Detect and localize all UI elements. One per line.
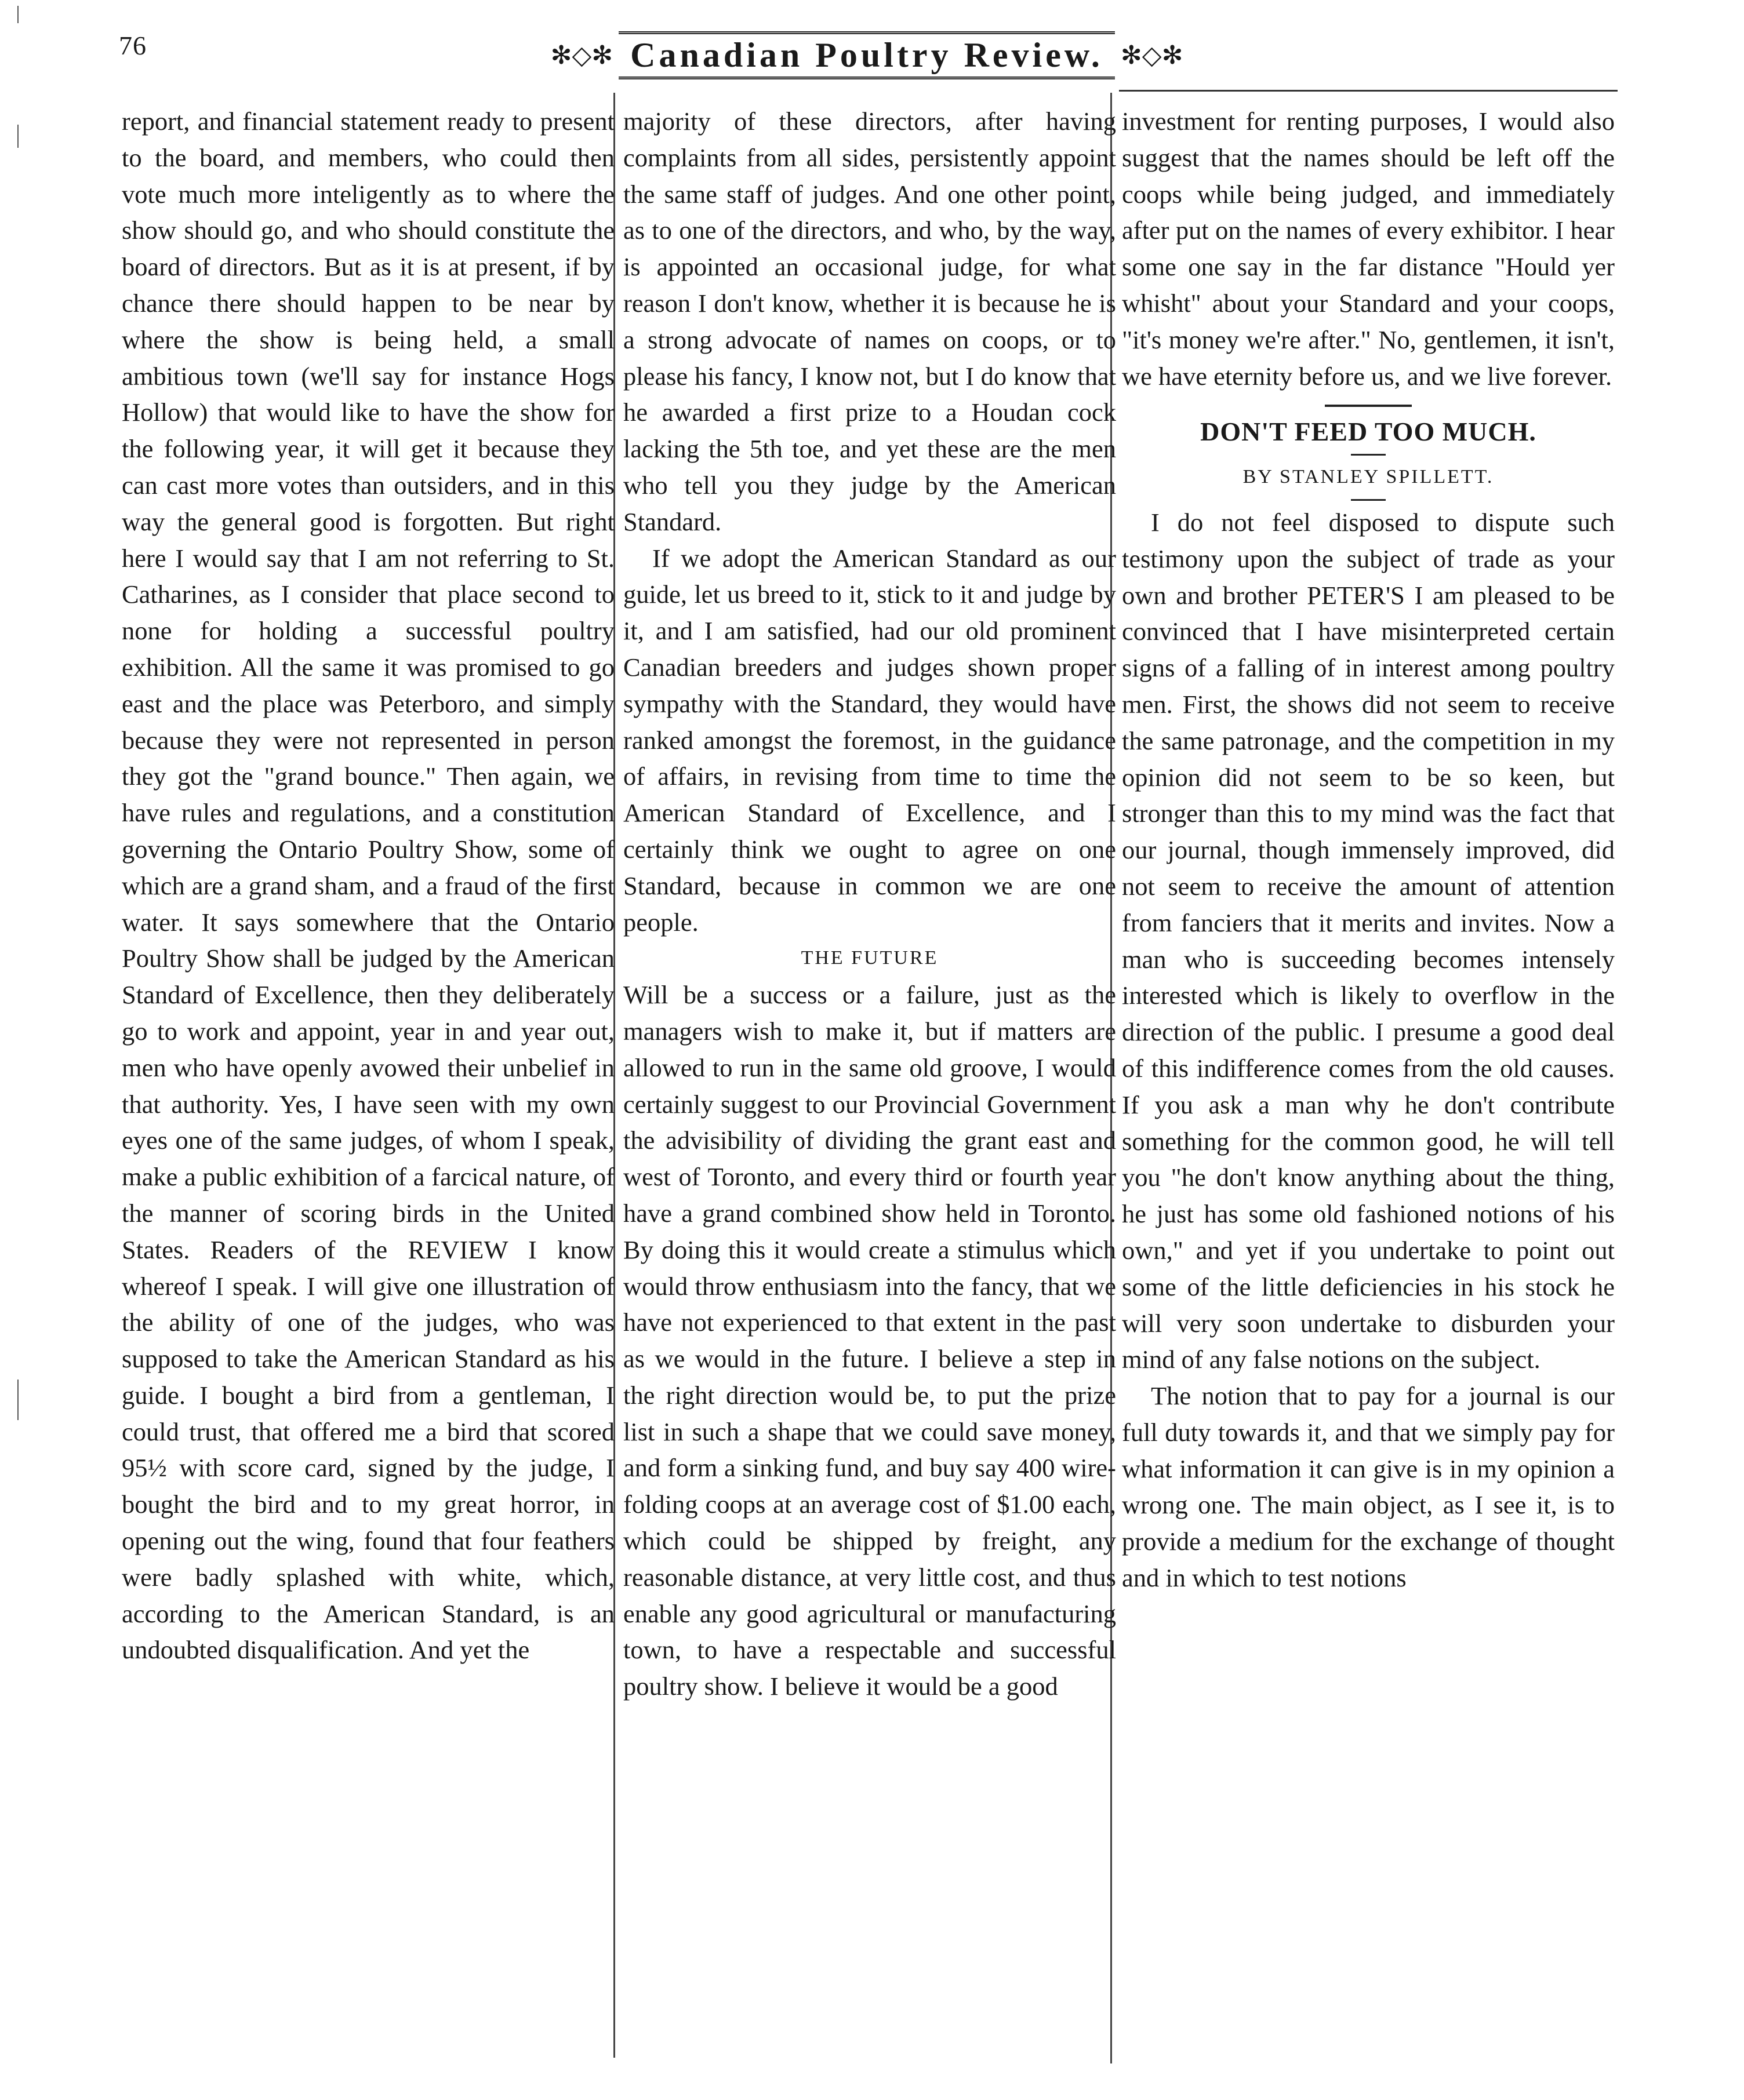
ornament-left-icon: ✻◇✻ bbox=[550, 41, 613, 70]
title-rule bbox=[1351, 454, 1386, 456]
margin-marks bbox=[12, 0, 29, 2100]
journal-title: Canadian Poultry Review. bbox=[619, 31, 1115, 79]
middle-column bbox=[623, 103, 1116, 1705]
paragraph: Will be a success or a failure, just as the managers wish to make it, but if matters are allowed to run in the same old groove, I would certainly suggest to our Provincial Government the advisibility of dividing the grant east and west of Toronto, and every third or fourth year have a grand combined show held in Toronto. By doing this it would create a stimulus which would throw enthusiasm into the fancy, that we have not experienced to that extent in the past as we would in the future. I believe a step in the right direction would be, to put the prize list in such a shape that we could save money, and form a sinking fund, and buy say 400 wire-folding coops at an average cost of $1.00 each, which could be shipped by freight, any reasonable distance, at very little cost, and thus enable any good agricultural or manufacturing town, to have a respectable and successful poultry show. I believe it would be a good bbox=[623, 980, 1116, 1701]
paragraph: If we adopt the American Standard as our guide, let us breed to it, stick to it and judge by it, and I am satisfied, had our old prominent Canadian breeders and judges shown proper sympathy with the Standard, they would have ranked amongst the foremost, in the guidance of affairs, in revising from time to time the American Standard of Excellence, and I certainly think we ought to agree on one Standard, because in common we are one people. bbox=[623, 543, 1116, 937]
paragraph: The notion that to pay for a journal is our full duty towards it, and that we simply pay for what information it can give is in my opinion a wrong one. The main object, as I see it, is to provide a medium for the exchange of thought and in which to test notions bbox=[1122, 1381, 1615, 1593]
paragraph: majority of these directors, after having complaints from all sides, persistently appoint the same staff of judges. And one other point, as to one of the directors, and who, by the way, is appointed an occasional judge, for what reason I don't know, whether it is because he is a strong advocate of names on coops, or to please his fancy, I know not, but I do know that he awarded a first prize to a Houdan cock lacking the 5th toe, and yet these are the men who tell you they judge by the American Standard. bbox=[623, 107, 1116, 536]
page-number: 76 bbox=[119, 31, 147, 60]
header-rule bbox=[1119, 90, 1618, 92]
byline-rule bbox=[1351, 499, 1386, 501]
masthead bbox=[550, 23, 1183, 87]
section-rule bbox=[1325, 405, 1412, 407]
right-column bbox=[1122, 103, 1615, 1596]
paragraph: I do not feel disposed to dispute such testimony upon the subject of trade as your own and brother PETER'S I am pleased to be convinced that I have misinterpreted certain signs of a falling of in interest among poultry men. First, the shows did not seem to receive the same patronage, and the competition in my opinion did not seem to be so keen, but stronger than this to my mind was the fact that our journal, though immensely improved, did not seem to receive the amount of attention from fanciers that it merits and invites. Now a man who is succeeding becomes intensely interested which is likely to overflow in the direction of the public. I presume a good deal of this indifference comes from the old causes. If you ask a man why he don't contribute something for the common good, he will tell you "he don't know anything about the thing, he just has some old fashioned notions of his own," and yet if you undertake to point out some of the little deficiencies in his stock he will very soon undertake to disburden your mind of any false notions on the subject. bbox=[1122, 507, 1615, 1374]
byline: BY STANLEY SPILLETT. bbox=[1242, 466, 1494, 488]
ornament-right-icon: ✻◇✻ bbox=[1120, 41, 1183, 70]
paragraph: report, and financial statement ready to present to the board, and members, who could then vote much more inteligently as to where the show should go, and who should constitute the board of directors. But as it is at present, if by chance there should happen to be near by where the show is being held, a small ambitious town (we'll say for instance Hogs Hollow) that would like to have the show for the following year, it will get it because they can cast more votes than outsiders, and in this way the general good is forgotten. But right here I would say that I am not referring to St. Catharines, as I consider that place second to none for holding a successful poultry exhibition. All the same it was promised to go east and the place was Peterboro, and simply because they were not represented in person they got the "grand bounce." Then again, we have rules and regulations, and a constitution governing the Ontario Poultry Show, some of which are a grand sham, and a fraud of the first water. It says somewhere that the Ontario Poultry Show shall be judged by the American Standard of Excellence, then they deliberately go to work and appoint, year in and year out, men who have openly avowed their unbelief in that authority. Yes, I have seen with my own eyes one of the same judges, of whom I speak, make a public exhibition of a farcical nature, of the manner of scoring birds in the United States. Readers of the REVIEW I know whereof I speak. I will give one illustration of the ability of one of the judges, who was supposed to take the American Standard as his guide. I bought a bird from a gentleman, I could trust, that offered me a bird that scored 95½ with score card, signed by the judge, I bought the bird and to my great horror, in opening out the wing, found that four feathers were badly splashed with white, which, according to the American Standard, is an undoubted disqualification. And yet the bbox=[122, 107, 615, 1665]
paragraph: investment for renting purposes, I would also suggest that the names should be left off the coops while being judged, and immediately after put on the names of every exhibitor. I hear some one say in the far distance "Hould yer whisht" about your Standard and your coops, "it's money we're after." No, gentlemen, it isn't, we have eternity before us, and we live forever. bbox=[1122, 107, 1615, 391]
article-title: DON'T FEED TOO MUCH. bbox=[1200, 417, 1536, 447]
section-heading: THE FUTURE bbox=[801, 947, 939, 969]
left-column bbox=[122, 103, 615, 1668]
